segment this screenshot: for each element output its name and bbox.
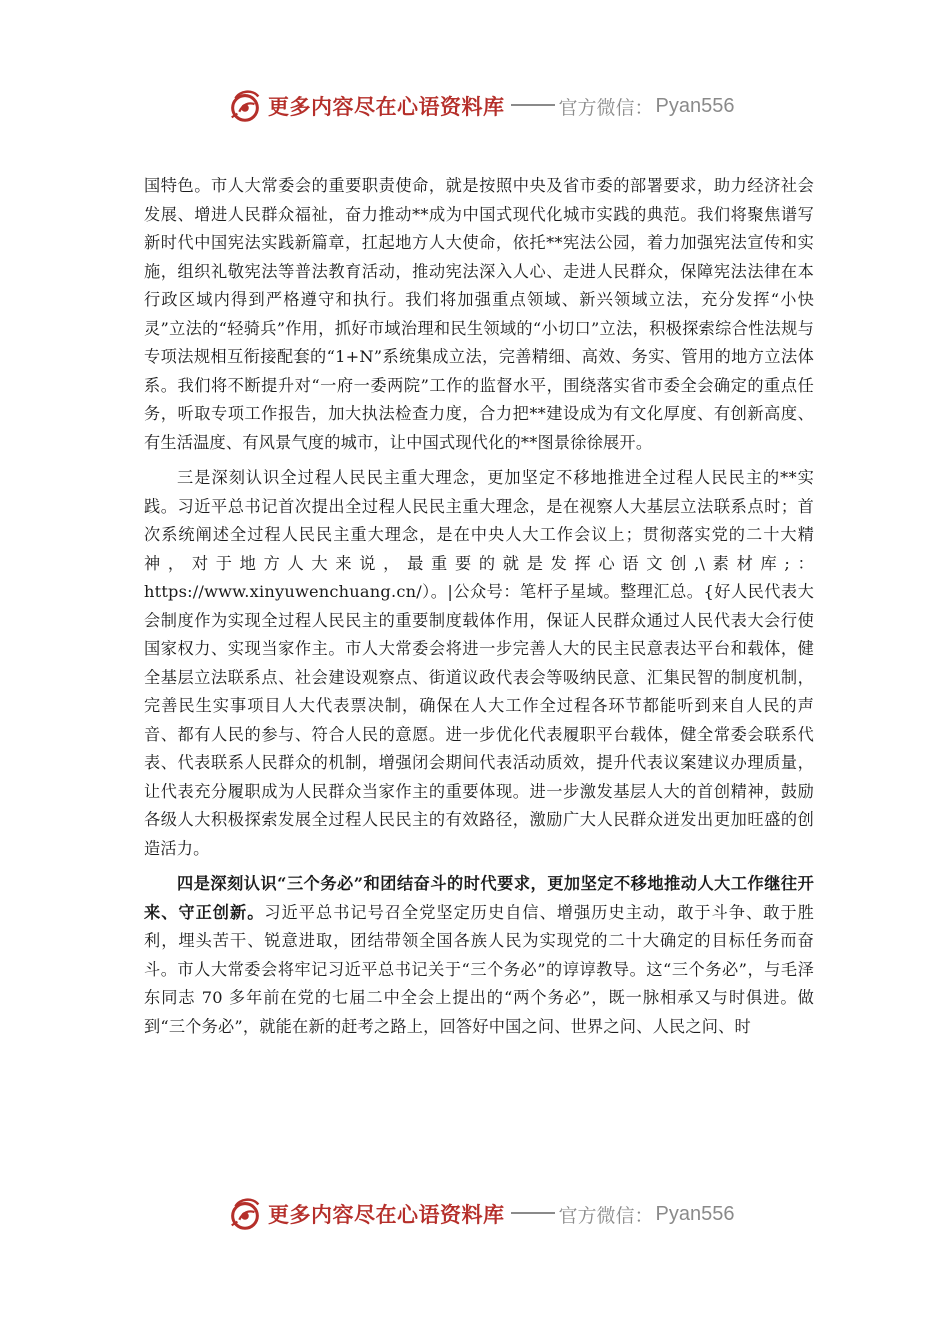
brand-logo-icon — [226, 1195, 264, 1233]
footer-dash — [511, 1212, 555, 1214]
document-body — [144, 172, 814, 1041]
header-brand-text: 更多内容尽在心语资料库 — [268, 94, 505, 119]
paragraph-2: 三是深刻认识全过程人民民主重大理念，更加坚定不移地推进全过程人民民主的**实践。习近平总书记首次提出全过程人民民主重大理念，是在视察人大基层立法联系点时；首次系统阐述全过程人民民主重大理念，是在中央人大工作会议上；贯彻落实党的二十大精神，对于地方人大来说，最重要的就是发挥心语文创,\素材库;：https://www.xinyuwenchuang.cn/）。|公众号：笔杆子星域。整理汇总。{好人民代表大会制度作为实现全过程人民民主的重要制度载体作用，保证人民群众通过人民代表大会行使国家权力、实现当家作主。市人大常委会将进一步完善人大的民主民意表达平台和载体，健全基层立法联系点、社会建设观察点、街道议政代表会等吸纳民意、汇集民智的制度机制，完善民生实事项目人大代表票决制，确保在人大工作全过程各环节都能听到来自人民的声音、都有人民的参与、符合人民的意愿。进一步优化代表履职平台载体，健全常委会联系代表、代表联系人民群众的机制，增强闭会期间代表活动质效，提升代表议案建议办理质量，让代表充分履职成为人民群众当家作主的重要体现。进一步激发基层人大的首创精神，鼓励各级人大积极探索发展全过程人民民主的有效路径，激励广大人民群众迸发出更加旺盛的创造活力。 — [144, 468, 814, 858]
footer-wechat-id: Pyan556 — [655, 1202, 735, 1225]
header-banner-inner — [226, 84, 734, 128]
header-banner — [0, 84, 950, 128]
paragraph-1: 国特色。市人大常委会的重要职责使命，就是按照中央及省市委的部署要求，助力经济社会发展、增进人民群众福祉，奋力推动**成为中国式现代化城市实践的典范。我们将聚焦谱写新时代中国宪法实践新篇章，扛起地方人大使命，依托**宪法公园，着力加强宪法宣传和实施，组织礼敬宪法等普法教育活动，推动宪法深入人心、走进人民群众，保障宪法法律在本行政区域内得到严格遵守和执行。我们将加强重点领域、新兴领域立法，充分发挥“小快灵”立法的“轻骑兵”作用，抓好市域治理和民生领域的“小切口”立法，积极探索综合性法规与专项法规相互衔接配套的“1+N”系统集成立法，完善精细、高效、务实、管用的地方立法体系。我们将不断提升对“一府一委两院”工作的监督水平，围绕落实省市委全会确定的重点任务，听取专项工作报告，加大执法检查力度，合力把**建设成为有文化厚度、有创新高度、有生活温度、有风景气度的城市，让中国式现代化的**图景徐徐展开。 — [144, 176, 814, 452]
header-dash — [511, 104, 555, 106]
paragraph-3 — [144, 870, 814, 1041]
footer-brand-text: 更多内容尽在心语资料库 — [268, 1202, 505, 1227]
header-official-label: 官方微信： — [558, 96, 654, 119]
footer-banner-inner — [226, 1192, 734, 1236]
footer-official-label: 官方微信： — [558, 1204, 654, 1227]
paragraph-3-text: 习近平总书记号召全党坚定历史自信、增强历史主动，敢于斗争、敢于胜利，埋头苦干、锐意进取，团结带领全国各族人民为实现党的二十大确定的目标任务而奋斗。市人大常委会将牢记习近平总书记关于“三个务必”的谆谆教导。这“三个务必”，与毛泽东同志 70 多年前在党的七届二中全会上提出的“两个务必”，既一脉相承又与时俱进。做到“三个务必”，就能在新的赶考之路上，回答好中国之问、世界之问、人民之问、时 — [144, 902, 814, 1036]
footer-banner — [0, 1192, 950, 1236]
paragraph-3-heading: 四是深刻认识“三个务必”和团结奋斗的时代要求，更加坚定不移地推动人大工作继往开来、守正创新。 — [144, 874, 814, 922]
brand-logo-icon — [226, 87, 264, 125]
header-wechat-id: Pyan556 — [655, 94, 735, 117]
